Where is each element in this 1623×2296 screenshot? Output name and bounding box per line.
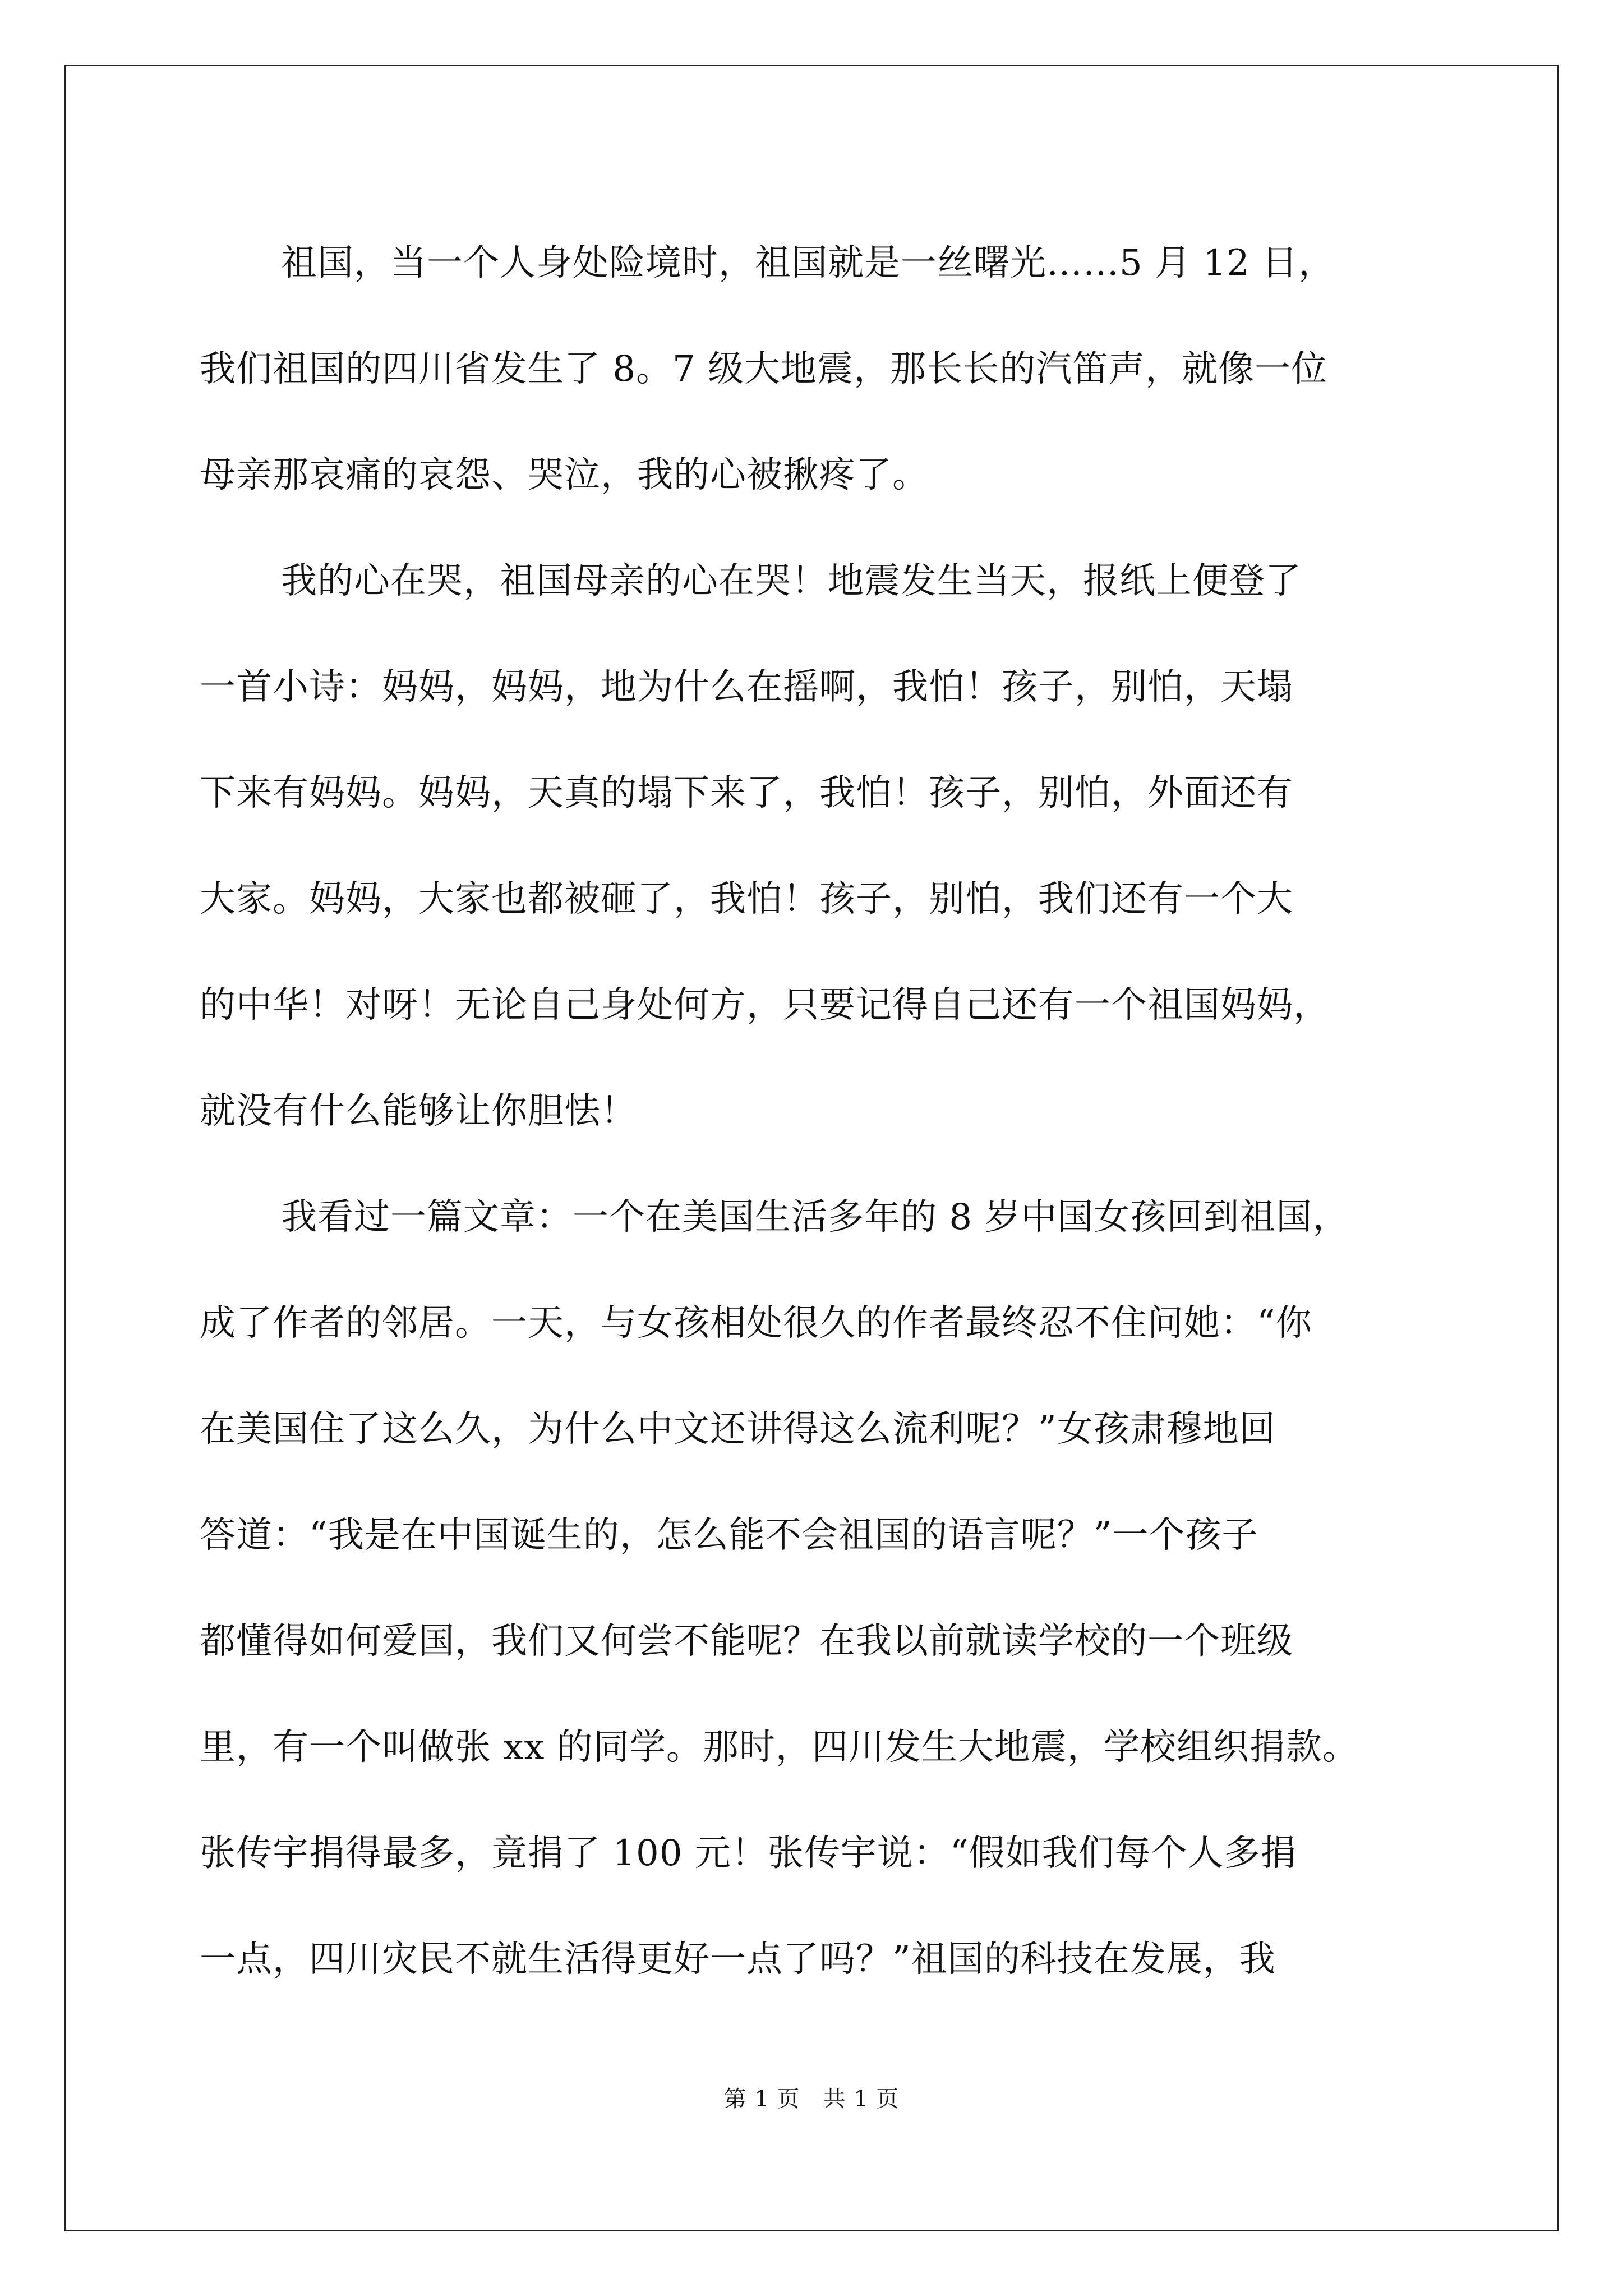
text-line-6: 下来有妈妈。妈妈，天真的塌下来了，我怕！孩子，别怕，外面还有 [200,772,1293,814]
text-line-2: 我们祖国的四川省发生了 8。7 级大地震，那长长的汽笛声，就像一位 [200,348,1328,390]
document-body [200,210,1433,2013]
text-line-17: 一点，四川灾民不就生活得更好一点了吗？”祖国的科技在发展，我 [200,1939,1276,1980]
text-line-9: 就没有什么能够让你胆怯！ [200,1091,637,1132]
text-line-13: 答道：“我是在中国诞生的，怎么能不会祖国的语言呢？”一个孩子 [200,1515,1258,1556]
text-line-12: 在美国住了这么久，为什么中文还讲得这么流利呢？”女孩肃穆地回 [200,1409,1276,1450]
text-line-3: 母亲那哀痛的哀怨、哭泣，我的心被揪疼了。 [200,454,929,496]
text-line-14: 都懂得如何爱国，我们又何尝不能呢？在我以前就读学校的一个班级 [200,1621,1293,1662]
text-line-15: 里，有一个叫做张 xx 的同学。那时，四川发生大地震，学校组织捐款。 [200,1727,1359,1768]
text-line-7: 大家。妈妈，大家也都被砸了，我怕！孩子，别怕，我们还有一个大 [200,878,1293,920]
page-footer: 第 1 页 共 1 页 [723,2086,900,2112]
text-line-4: 我的心在哭，祖国母亲的心在哭！地震发生当天，报纸上便登了 [281,560,1302,602]
text-line-16: 张传宇捐得最多，竟捐了 100 元！张传宇说：“假如我们每个人多捐 [200,1833,1297,1874]
text-line-10: 我看过一篇文章：一个在美国生活多年的 8 岁中国女孩回到祖国， [281,1197,1349,1238]
text-line-5: 一首小诗：妈妈，妈妈，地为什么在摇啊，我怕！孩子，别怕，天塌 [200,666,1293,708]
text-line-8: 的中华！对呀！无论自己身处何方，只要记得自己还有一个祖国妈妈， [200,984,1330,1026]
text-line-11: 成了作者的邻居。一天，与女孩相处很久的作者最终忍不住问她：“你 [200,1303,1312,1344]
text-line-1: 祖国，当一个人身处险境时，祖国就是一丝曙光……5 月 12 日， [281,242,1335,284]
